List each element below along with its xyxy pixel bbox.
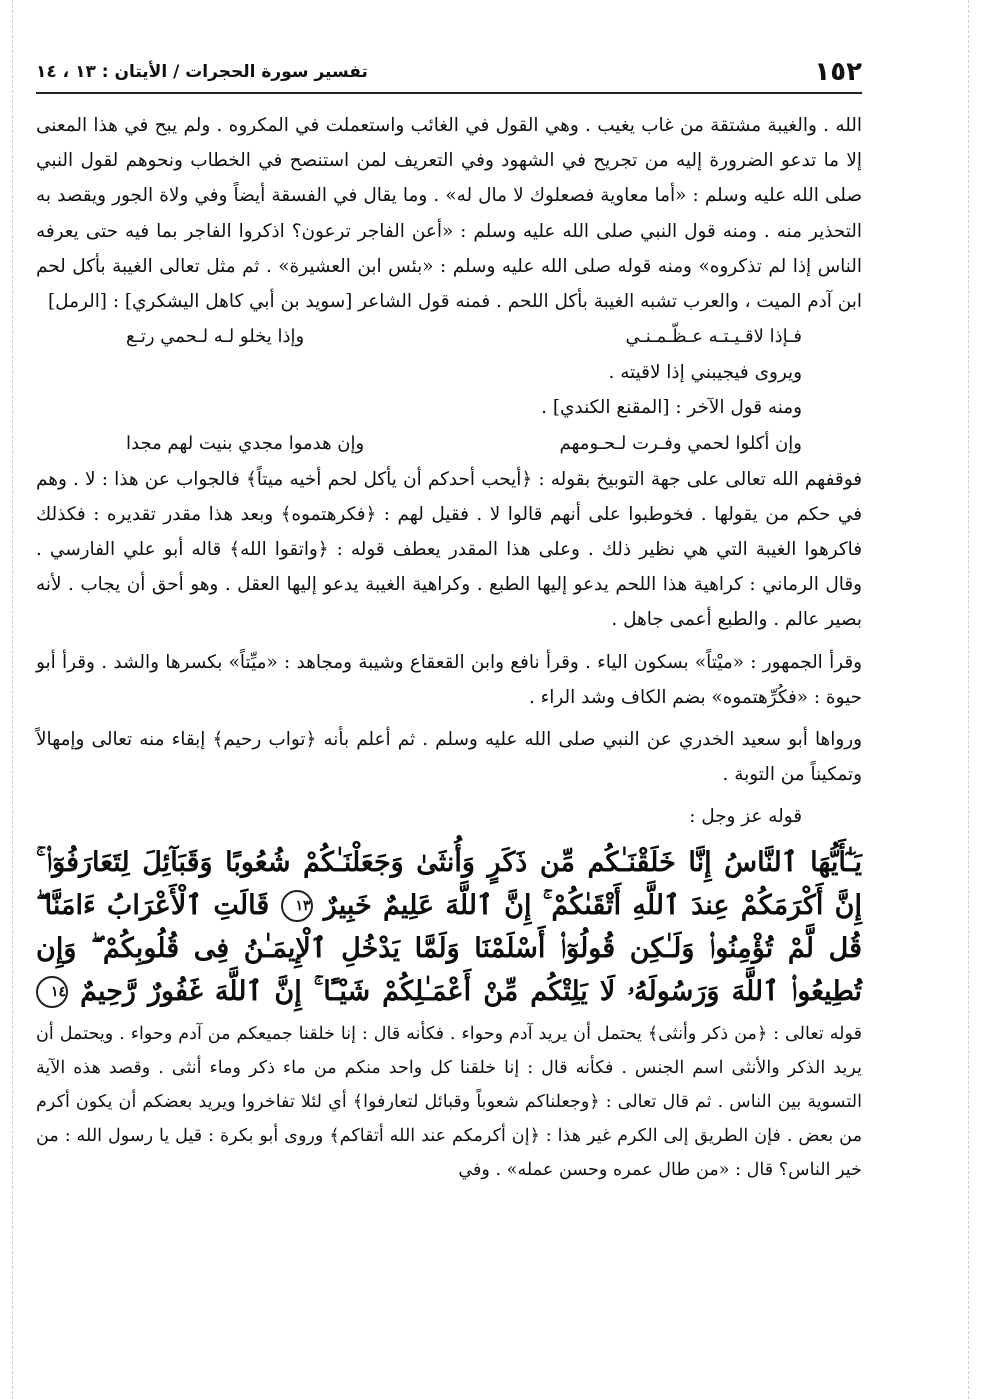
verse-2-second-hemistich: وإن هدموا مجدي بنيت لهم مجدا (126, 432, 365, 454)
quran-verses (36, 841, 862, 1013)
book-page (36, 52, 862, 1382)
ayah-13-text: يَـٰٓأَيُّهَا ٱلنَّاسُ إِنَّا خَلَقْنَـٰكُم مِّن ذَكَرٍ وَأُنثَىٰ وَجَعَلْنَـٰكُمْ شُعُوبًا وَقَبَآئِلَ لِتَعَارَفُوٓا۟ ۚ إِنَّ أَكْرَمَكُمْ عِندَ ٱللَّهِ أَتْقَىٰكُمْ ۚ إِنَّ ٱللَّهَ عَلِيمٌ خَبِيرٌ (36, 846, 862, 921)
ayah-14-text: قَالَتِ ٱلْأَعْرَابُ ءَامَنَّا ۖ قُل لَّمْ تُؤْمِنُوا۟ وَلَـٰكِن قُولُوٓا۟ أَسْلَمْنَا وَلَمَّا يَدْخُلِ ٱلْإِيمَـٰنُ فِى قُلُوبِكُمْ ۖ وَإِن تُطِيعُوا۟ ٱللَّهَ وَرَسُولَهُۥ لَا يَلِتْكُم مِّنْ أَعْمَـٰلِكُمْ شَيْـًٔا ۚ إِنَّ ٱللَّهَ غَفُورٌ رَّحِيمٌ (36, 889, 862, 1007)
riwaya-line: ويروى فيجيبني إذا لاقيته . (608, 362, 802, 384)
poetry-verse-2 (36, 426, 862, 462)
ayah-14-marker: ١٤ (36, 976, 68, 1008)
verse-1-second-hemistich: وإذا يخلو لـه لـحمي رتـع (126, 326, 305, 348)
left-margin-guide (12, 0, 13, 1399)
running-title: تفسير سورة الحجرات / الأيتان : ١٣ ، ١٤ (36, 62, 368, 82)
right-margin-guide (968, 0, 969, 1399)
verse-2-first-hemistich: وإن أكلوا لحمي وفـرت لـحـومهم (559, 432, 802, 454)
ayah-13-marker: ١٣ (281, 890, 313, 922)
muqanna-line: ومنه قول الآخر : [المقنع الكندي] . (541, 397, 802, 419)
poetry-verse-1 (36, 319, 862, 355)
verse-1-first-hemistich: فـإذا لاقـيـتـه عـظّـمـنـي (625, 326, 802, 348)
paragraph-tafsir-13: قوله تعالى : ﴿من ذكر وأنثى﴾ يحتمل أن يريد آدم وحواء . فكأنه قال : إنا خلقنا جميعكم من آدم وحواء . ويحتمل أن يريد الذكر والأنثى اسم الجنس . فكأنه قال : إنا خلقنا كل واحد منكم من ماء ذكر وماء أنثى . وقصد هذه الآية التسوية بين الناس . ثم قال تعالى : ﴿وجعلناكم شعوباً وقبائل لتعارفوا﴾ أي لئلا تفاخروا ويريد بعضكم أن يكون أكرم من بعض . فإن الطريق إلى الكرم غير هذا : ﴿إن أكرمكم عند الله أتقاكم﴾ وروى أبو بكرة : قيل يا رسول الله : من خير الناس؟ قال : «من طال عمره وحسن عمله» . وفي (36, 1023, 862, 1180)
paragraph-tawbikh: فوقفهم الله تعالى على جهة التوبيخ بقوله : ﴿أيحب أحدكم أن يأكل لحم أخيه ميتاً﴾ فالجواب عن هذا : لا . وهم في حكم من يقولها . فخوطبوا على أنهم قالوا لا . فقيل لهم : ﴿فكرهتموه﴾ وبعد هذا مقدر تقديره : فكذلك فاكرهوا الغيبة التي هي نظير ذلك . وعلى هذا المقدر يعطف قوله : ﴿واتقوا الله﴾ قاله أبو علي الفارسي . وقال الرماني : كراهية هذا اللحم يدعو إليها الطبع . وكراهية الغيبة يدعو إليها العقل . وهو أحق أن يجاب . لأنه بصير عالم . والطبع أعمى جاهل . (36, 468, 862, 631)
page-number: ١٥٢ (814, 57, 862, 87)
paragraph-qiraat: وقرأ الجمهور : «ميْتاً» بسكون الياء . وقرأ نافع وابن القعقاع وشيبة ومجاهد : «ميِّتاً» بكسرها والشد . وقرأ أبو حيوة : «فكُرِّهتموه» بضم الكاف وشد الراء . (36, 651, 862, 708)
paragraph-ghiba: الله . والغيبة مشتقة من غاب يغيب . وهي القول في الغائب واستعملت في المكروه . ولم يبح في هذا المعنى إلا ما تدعو الضرورة إليه من تجريح في الشهود وفي التعريف لمن استنصح في الخطاب ونحوهم لقول النبي صلى الله عليه وسلم : «أما معاوية فصعلوك لا مال له» . وما يقال في الفسقة أيضاً وفي ولاة الجور ويقصد به التحذير منه . ومنه قول النبي صلى الله عليه وسلم : «أعن الفاجر ترعون؟ اذكروا الفاجر بما فيه حتى يعرفه الناس إذا لم تذكروه» ومنه قوله صلى الله عليه وسلم : «بئس ابن العشيرة» . ثم مثل تعالى الغيبة بأكل لحم ابن آدم الميت ، والعرب تشبه الغيبة بأكل اللحم . فمنه قول الشاعر [سويد بن أبي كاهل اليشكري] : [الرمل] (36, 115, 862, 313)
page-header (36, 52, 862, 94)
paragraph-riwaya: ورواها أبو سعيد الخدري عن النبي صلى الله عليه وسلم . ثم أعلم بأنه ﴿تواب رحيم﴾ إبقاء منه تعالى وإمهالاً وتمكيناً من التوبة . (36, 729, 862, 786)
qawluhu-heading: قوله عز وجل : (689, 806, 802, 828)
page-body (36, 108, 862, 1187)
